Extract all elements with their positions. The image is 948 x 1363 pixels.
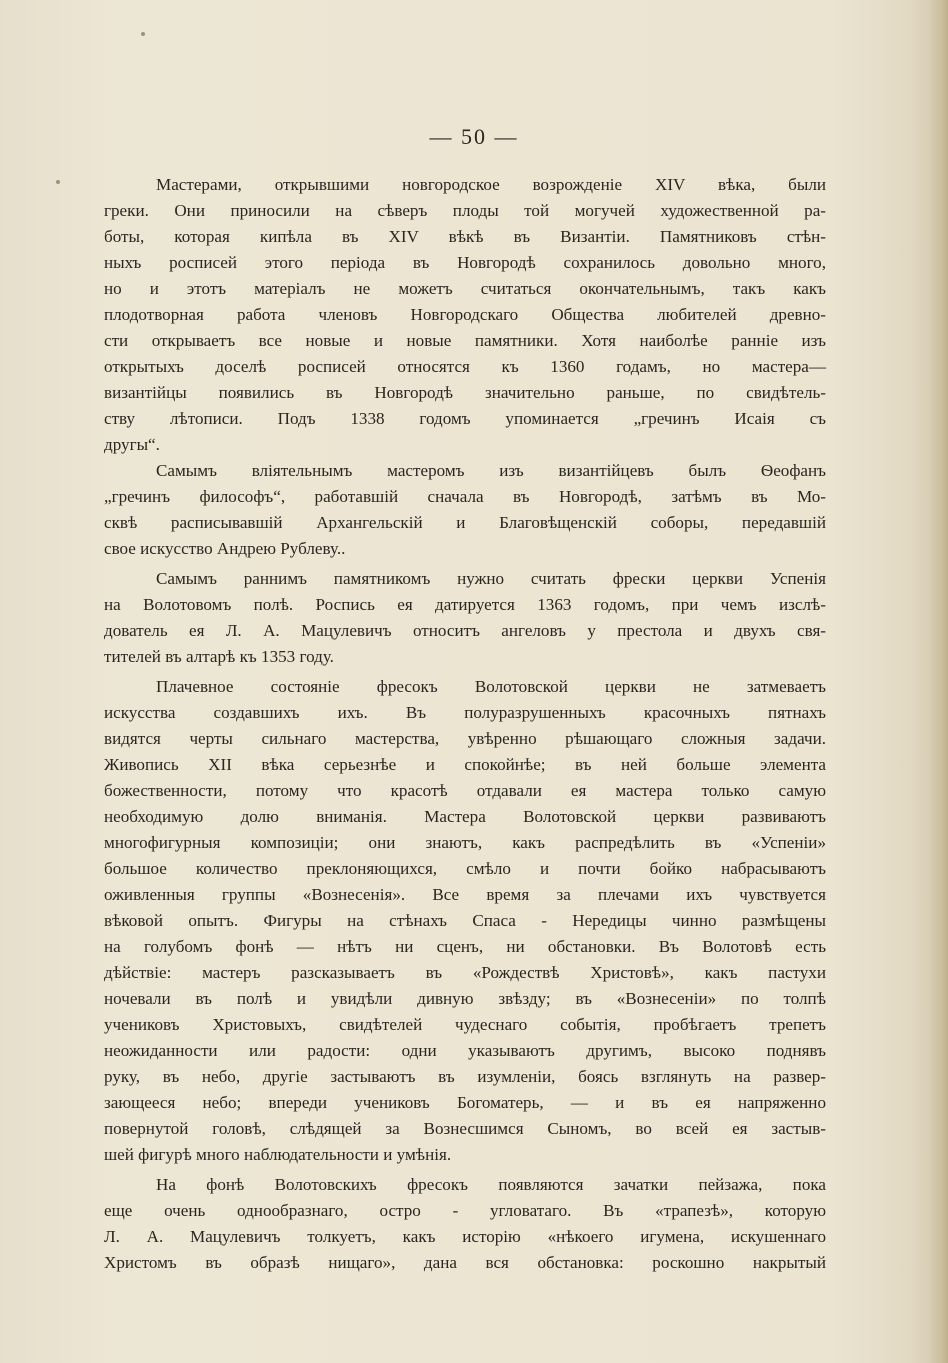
paragraph (104, 458, 826, 562)
page-edge-shadow (930, 0, 948, 1363)
text-line: свое искусство Андрею Рублеву.. (104, 539, 346, 558)
text-line: Христомъ въ образѣ нищаго», дана вся обстановка: роскошно накрытый (104, 1253, 826, 1272)
text-line: необходимую долю вниманія. Мастера Волотовской церкви развиваютъ (104, 807, 826, 826)
text-line: неожиданности или радости: одни указываютъ другимъ, высоко поднявъ (104, 1041, 826, 1060)
text-line: ству лѣтописи. Подъ 1338 годомъ упоминается „гречинъ Исаія съ (104, 409, 826, 428)
text-line: на голубомъ фонѣ — нѣтъ ни сценъ, ни обстановки. Въ Волотовѣ есть (104, 937, 826, 956)
text-line: На фонѣ Волотовскихъ фресокъ появляются зачатки пейзажа, пока (156, 1175, 826, 1194)
paragraph (104, 566, 826, 670)
ink-speck (141, 32, 145, 36)
text-line: открытыхъ доселѣ росписей относятся къ 1360 годамъ, но мастера— (104, 357, 826, 376)
text-line: Плачевное состояніе фресокъ Волотовской церкви не затмеваетъ (156, 677, 826, 696)
text-line: руку, въ небо, другіе застываютъ въ изумленіи, боясь взглянуть на развер- (104, 1067, 826, 1086)
paragraph (104, 172, 826, 458)
text-line: ночевали въ полѣ и увидѣли дивную звѣзду; въ «Вознесеніи» по толпѣ (104, 989, 826, 1008)
text-line: искусства создавшихъ ихъ. Въ полуразрушенныхъ красочныхъ пятнахъ (104, 703, 826, 722)
ink-speck (56, 180, 60, 184)
text-line: шей фигурѣ много наблюдательности и умѣнія. (104, 1145, 452, 1164)
text-line: Самымъ раннимъ памятникомъ нужно считать фрески церкви Успенія (156, 569, 826, 588)
text-line: на Волотовомъ полѣ. Роспись ея датируется 1363 годомъ, при чемъ изслѣ- (104, 595, 826, 614)
text-line: „гречинъ философъ“, работавшій сначала въ Новгородѣ, затѣмъ въ Мо- (104, 487, 826, 506)
text-line: вѣковой опытъ. Фигуры на стѣнахъ Спаса - Нередицы чинно размѣщены (104, 911, 826, 930)
text-line: видятся черты сильнаго мастерства, увѣренно рѣшающаго сложныя задачи. (104, 729, 826, 748)
text-line: учениковъ Христовыхъ, свидѣтелей чудеснаго событія, пробѣгаетъ трепетъ (104, 1015, 826, 1034)
text-line: сти открываетъ все новые и новые памятники. Хотя наиболѣе ранніе изъ (104, 331, 826, 350)
text-line: Мастерами, открывшими новгородское возрожденіе XIV вѣка, были (156, 175, 826, 194)
text-line: другы“. (104, 435, 160, 454)
text-line: тителей въ алтарѣ къ 1353 году. (104, 647, 334, 666)
text-line: оживленныя группы «Вознесенія». Все время за плечами ихъ чувствуется (104, 885, 826, 904)
text-line: дѣйствіе: мастеръ разсказываетъ въ «Рождествѣ Христовѣ», какъ пастухи (104, 963, 826, 982)
text-line: византійцы появились въ Новгородѣ значительно раньше, по свидѣтель- (104, 383, 826, 402)
text-line: Самымъ вліятельнымъ мастеромъ изъ византійцевъ былъ Ѳеофанъ (156, 461, 826, 480)
body-text (104, 172, 826, 1276)
paragraph (104, 1172, 826, 1276)
text-line: еще очень однообразнаго, остро - угловатаго. Въ «трапезѣ», которую (104, 1201, 826, 1220)
text-line: Живопись XII вѣка серьезнѣе и спокойнѣе; въ ней больше элемента (104, 755, 826, 774)
text-line: Л. А. Мацулевичъ толкуетъ, какъ исторію «нѣкоего игумена, искушеннаго (104, 1227, 826, 1246)
page-number: — 50 — (429, 124, 519, 149)
text-line: ныхъ росписей этого періода въ Новгородѣ сохранилось довольно много, (104, 253, 826, 272)
text-line: дователь ея Л. А. Мацулевичъ относитъ ангеловъ у престола и двухъ свя- (104, 621, 826, 640)
text-line: боты, которая кипѣла въ XIV вѣкѣ въ Византіи. Памятниковъ стѣн- (104, 227, 826, 246)
text-line: божественности, потому что красотѣ отдавали ея мастера только самую (104, 781, 826, 800)
paragraph (104, 674, 826, 1168)
text-line: большое количество преклоняющихся, смѣло и почти бойко набрасываютъ (104, 859, 826, 878)
text-line: плодотворная работа членовъ Новгородскаго Общества любителей древно- (104, 305, 826, 324)
text-line: повернутой головѣ, слѣдящей за Вознесшимся Сыномъ, во всей ея застыв- (104, 1119, 826, 1138)
text-line: сквѣ расписывавшій Архангельскій и Благовѣщенскій соборы, передавшій (104, 513, 826, 532)
text-line: но и этотъ матеріалъ не можетъ считаться окончательнымъ, такъ какъ (104, 279, 826, 298)
text-line: греки. Они приносили на сѣверъ плоды той могучей художественной ра- (104, 201, 826, 220)
text-line: зающееся небо; впереди учениковъ Богоматерь, — и въ ея напряженно (104, 1093, 826, 1112)
text-line: многофигурныя композиціи; они знаютъ, какъ распредѣлить въ «Успеніи» (104, 833, 826, 852)
